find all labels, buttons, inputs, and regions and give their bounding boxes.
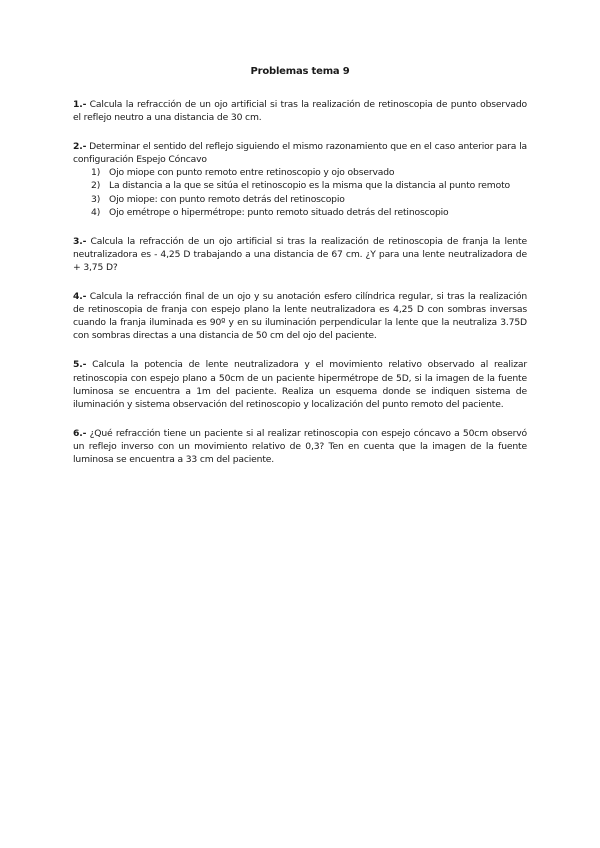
problem-6 — [73, 427, 527, 466]
sub-item-mark: 2) — [91, 180, 101, 192]
problem-text: Determinar el sentido del reflejo siguiendo el mismo razonamiento que en el caso anterior para la configuración Espejo Cóncavo — [73, 141, 527, 166]
problem-4 — [73, 290, 527, 342]
problem-1 — [73, 98, 527, 124]
problem-2 — [73, 140, 527, 219]
problem-5 — [73, 358, 527, 410]
problem-number: 6.- — [73, 427, 87, 439]
problem-text: Calcula la refracción de un ojo artificial si tras la realización de retinoscopia de punto observado el reflejo neutro a una distancia de 30 cm. — [73, 99, 527, 124]
sub-item — [91, 166, 527, 179]
problem-text: Calcula la refracción final de un ojo y su anotación esfero cilíndrica regular, si tras la realización de retinoscopia de franja con espejo plano la lente neutralizadora es 4,25 D con sombras inversas cuando la franja iluminada es 90º y en su iluminación perpendicular la lente que la neutraliza 3.75D con sombras directas a una distancia de 50 cm del ojo del paciente. — [73, 291, 527, 342]
problem-number: 2.- — [73, 141, 87, 153]
sub-item — [91, 193, 527, 206]
sub-item — [91, 179, 527, 192]
sub-item-list — [73, 166, 527, 218]
sub-item-mark: 4) — [91, 206, 101, 218]
sub-item-mark: 3) — [91, 193, 101, 205]
sub-item-mark: 1) — [91, 167, 101, 179]
problem-number: 3.- — [73, 235, 87, 247]
problem-text: Calcula la potencia de lente neutralizadora y el movimiento relativo observado al realizar retinoscopia con espejo plano a 50cm de un paciente hipermétrope de 5D, si la imagen de la fuente luminosa se encuentra a 1m del paciente. Realiza un esquema donde se indiquen sistema de iluminación y sistema observación del retinoscopio y localización del punto remoto del paciente. — [73, 359, 527, 410]
page-title: Problemas tema 9 — [250, 66, 350, 77]
document-page — [73, 66, 527, 482]
problem-number: 5.- — [73, 359, 87, 371]
sub-item-text: Ojo miope: con punto remoto detrás del retinoscopio — [109, 193, 345, 205]
problem-number: 4.- — [73, 291, 87, 303]
sub-item — [91, 206, 527, 219]
sub-item-text: Ojo miope con punto remoto entre retinoscopio y ojo observado — [109, 167, 395, 179]
sub-item-text: Ojo emétrope o hipermétrope: punto remoto situado detrás del retinoscopio — [109, 206, 449, 218]
problem-3 — [73, 235, 527, 274]
problem-text: Calcula la refracción de un ojo artificial si tras la realización de retinoscopia de franja la lente neutralizadora es - 4,25 D trabajando a una distancia de 67 cm. ¿Y para una lente neutralizadora de + 3,75 D? — [73, 235, 527, 273]
sub-item-text: La distancia a la que se sitúa el retinoscopio es la misma que la distancia al punto remoto — [109, 180, 511, 192]
problem-text: ¿Qué refracción tiene un paciente si al realizar retinoscopia con espejo cóncavo a 50cm observó un reflejo inverso con un movimiento relativo de 0,3? Ten en cuenta que la imagen de la fuente luminosa se encuentra a 33 cm del paciente. — [73, 427, 527, 465]
problem-number: 1.- — [73, 99, 87, 110]
